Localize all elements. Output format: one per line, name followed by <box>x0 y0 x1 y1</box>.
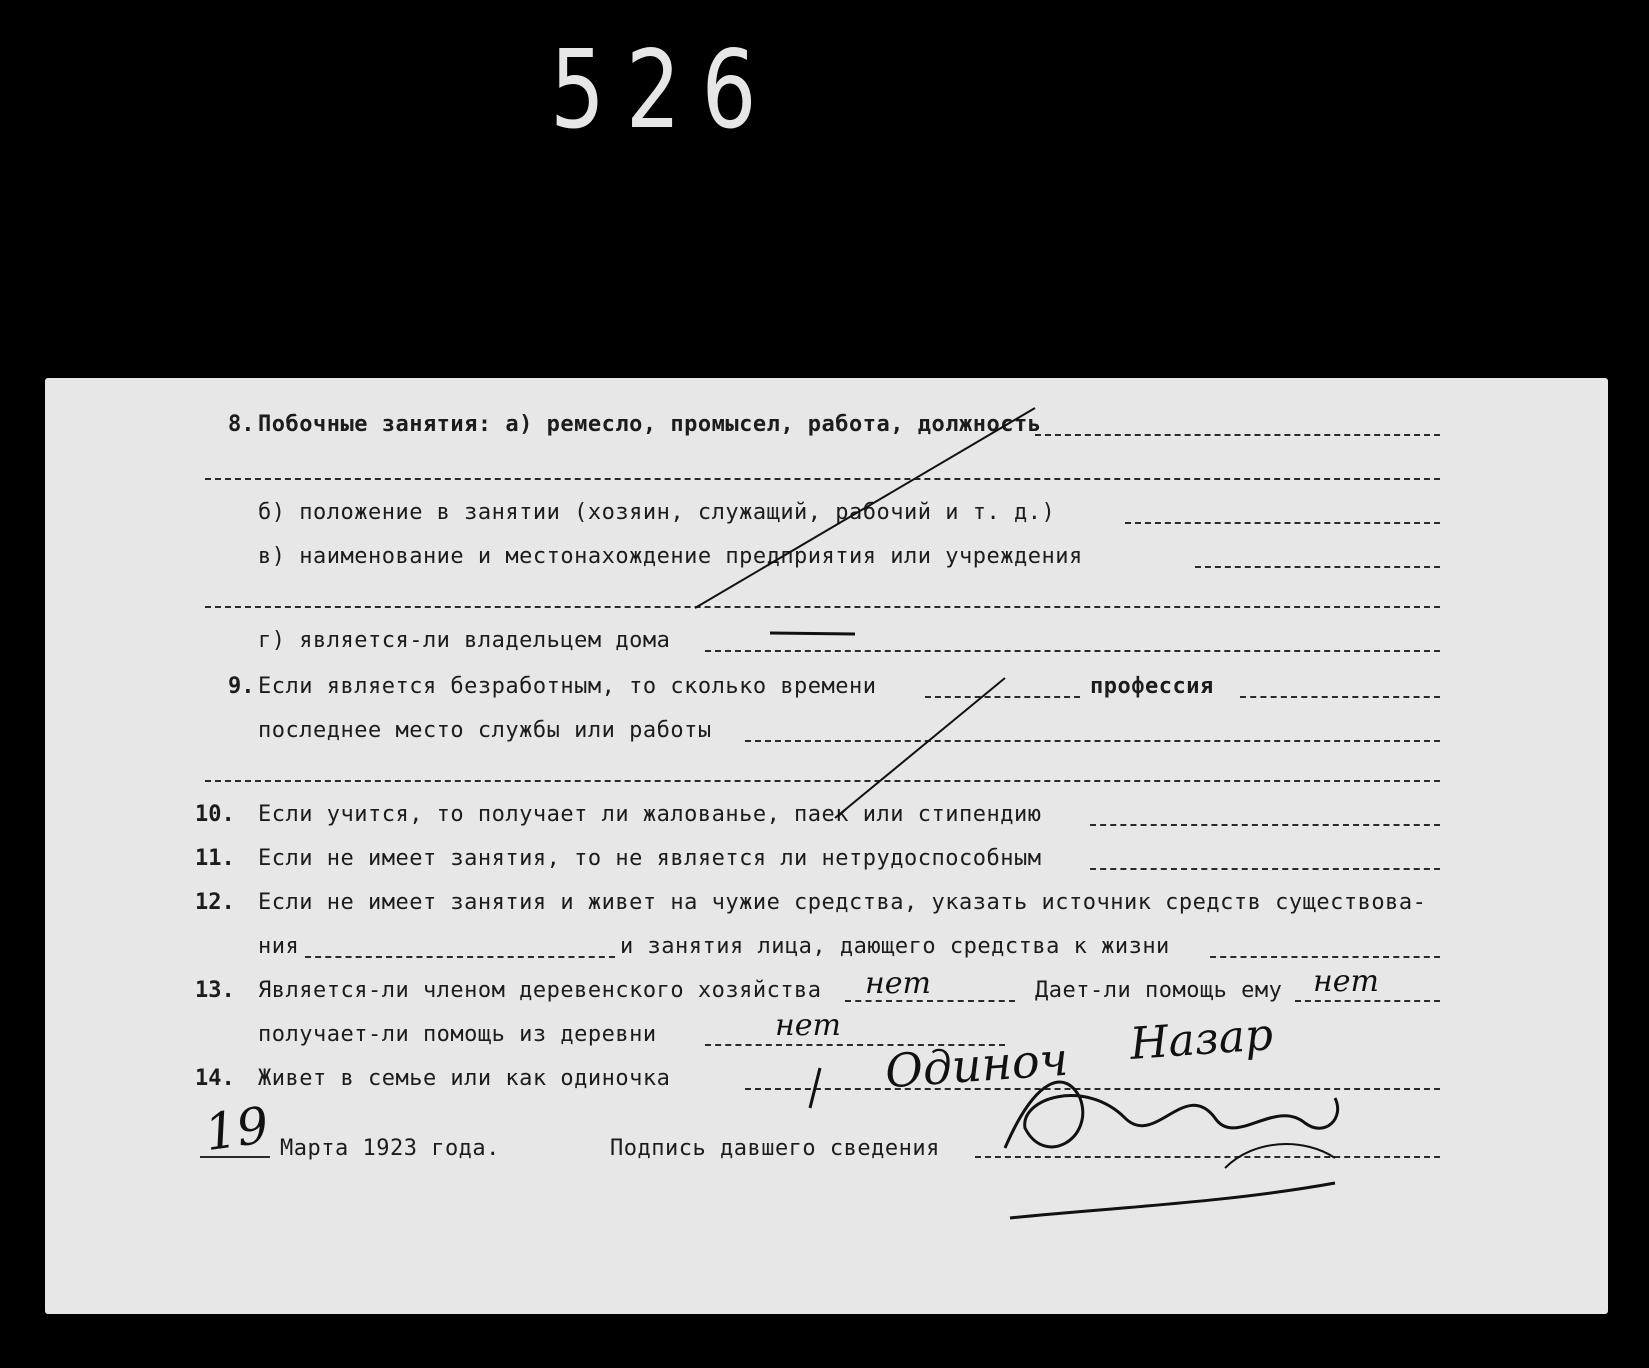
question-number-10: 10. <box>195 802 235 827</box>
dash-mark <box>810 1068 820 1108</box>
strike-through-line <box>695 408 1035 608</box>
question-13-help-label: Дает-ли помощь ему <box>1035 978 1283 1003</box>
question-8-text: Побочные занятия: а) ремесло, промысел, работа, должность <box>258 412 1042 437</box>
question-12b-text-end: и занятия лица, дающего средства к жизни <box>620 934 1170 959</box>
question-12b-text-start: ния <box>258 934 300 959</box>
question-9-profession-label: профессия <box>1090 674 1214 699</box>
handwritten-answer-13-member: нет <box>865 966 931 1001</box>
question-8b-text: б) положение в занятии (хозяин, служащий, рабочий и т. д.) <box>258 500 1056 525</box>
signature-label: Подпись давшего сведения <box>610 1136 940 1161</box>
question-number-14: 14. <box>195 1066 235 1091</box>
signature <box>1005 1082 1338 1148</box>
handwritten-answer-14: Одиноч <box>883 1031 1070 1099</box>
form-card <box>45 378 1608 1314</box>
question-8g-text: г) является-ли владельцем дома <box>258 628 671 653</box>
strike-through-line <box>835 678 1005 818</box>
question-number-8: 8. <box>228 412 255 437</box>
question-11-text: Если не имеет занятия, то не является ли нетрудоспособным <box>258 846 1042 871</box>
question-10-text: Если учится, то получает ли жалованье, паек или стипендию <box>258 802 1042 827</box>
signature-flourish <box>1010 1183 1335 1218</box>
question-number-12: 12. <box>195 890 235 915</box>
question-number-9: 9. <box>228 674 255 699</box>
frame-number: 526 <box>550 28 778 153</box>
question-14-text: Живет в семье или как одиночка <box>258 1066 671 1091</box>
signature-flourish <box>1225 1144 1335 1168</box>
question-number-11: 11. <box>195 846 235 871</box>
question-13b-text: получает-ли помощь из деревни <box>258 1022 657 1047</box>
question-8v-text: в) наименование и местонахождение предприятия или учреждения <box>258 544 1083 569</box>
handwritten-day: 19 <box>201 1095 273 1163</box>
question-12-text: Если не имеет занятия и живет на чужие средства, указать источник средств существова- <box>258 890 1427 915</box>
handwritten-answer-13-help-to: нет <box>1313 964 1379 999</box>
question-number-13: 13. <box>195 978 235 1003</box>
handwritten-note-name: Назар <box>1128 1009 1275 1070</box>
question-13-text: Является-ли членом деревенского хозяйства <box>258 978 822 1003</box>
handwritten-answer-13-help-from: нет <box>775 1008 841 1043</box>
question-9-text: Если является безработным, то сколько времени <box>258 674 877 699</box>
question-9b-text: последнее место службы или работы <box>258 718 712 743</box>
date-text: Марта 1923 года. <box>280 1136 500 1161</box>
ink-marks <box>45 378 1608 1314</box>
dash-mark <box>770 633 855 634</box>
